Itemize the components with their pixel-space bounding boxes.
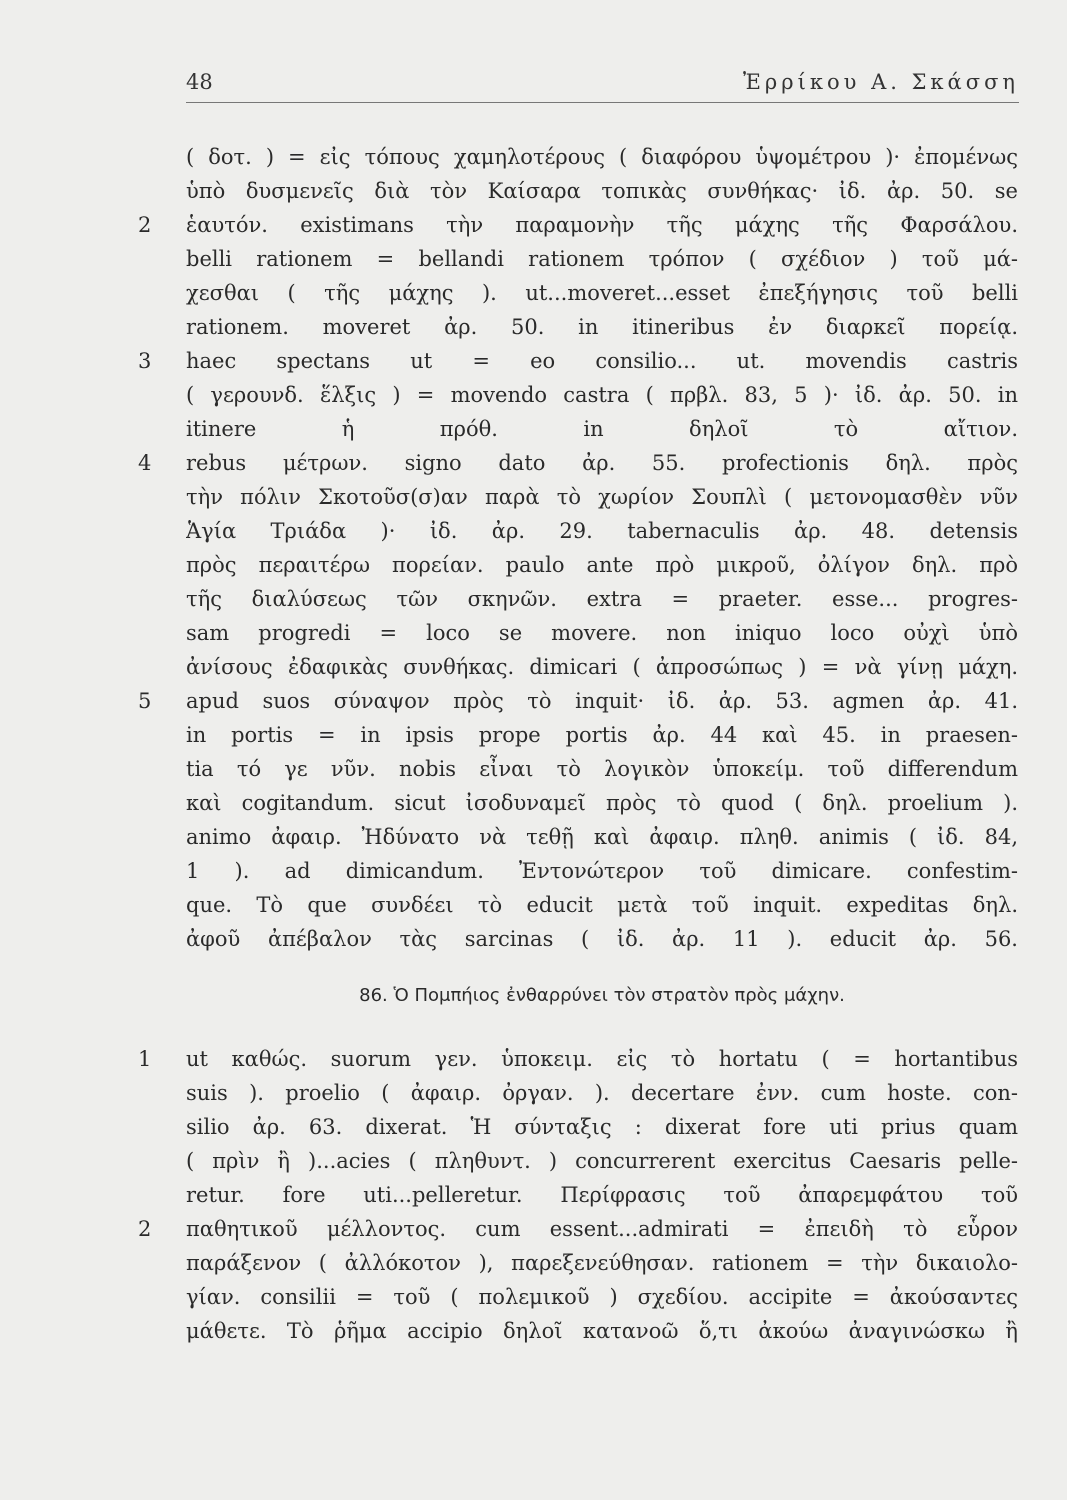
line-text: 1 ). ad dimicandum. Ἐντονώτερον τοῦ dimicare. confestim-	[186, 859, 1018, 883]
line-number: 5	[138, 689, 152, 713]
page-number: 48	[186, 70, 213, 94]
line-text: tia τό γε νῦν. nobis εἶναι τὸ λογικὸν ὑποκείμ. τοῦ differendum	[186, 757, 1018, 781]
line-text: ( πρὶν ἢ )...acies ( πληθυντ. ) concurrerent exercitus Caesaris pelle-	[186, 1149, 1018, 1173]
text-line	[138, 752, 1018, 786]
commentary-section-85	[138, 140, 1018, 956]
line-text: ἀνίσους ἐδαφικὰς συνθήκας. dimicari ( ἀπροσώπως ) = νὰ γίνῃ μάχη.	[186, 655, 1018, 679]
text-line	[138, 854, 1018, 888]
text-line	[138, 174, 1018, 208]
text-line	[138, 820, 1018, 854]
line-text: in portis = in ipsis prope portis ἀρ. 44 καὶ 45. in praesen-	[186, 723, 1018, 747]
text-line	[138, 684, 1018, 718]
text-line	[138, 1212, 1018, 1246]
line-number: 2	[138, 1217, 152, 1241]
line-text: παράξενον ( ἀλλόκοτον ), παρεξενεύθησαν. rationem = τὴν δικαιολο-	[186, 1251, 1018, 1275]
line-text: μάθετε. Τὸ ῥῆμα accipio δηλοῖ κατανοῶ ὅ,τι ἀκούω ἀναγινώσκω ἢ	[186, 1319, 1018, 1343]
text-line	[138, 922, 1018, 956]
section-title: 86. Ὁ Πομπήιος ἐνθαρρύνει τὸν στρατὸν πρὸς μάχην.	[359, 985, 845, 1006]
text-line	[138, 582, 1018, 616]
page-body	[138, 140, 1018, 1348]
line-text: belli rationem = bellandi rationem τρόπον ( σχέδιον ) τοῦ μά-	[186, 247, 1018, 271]
line-text: Ἁγία Τριάδα )· ἰδ. ἀρ. 29. tabernaculis ἀρ. 48. detensis	[186, 519, 1018, 543]
text-line	[138, 446, 1018, 480]
text-line	[138, 718, 1018, 752]
text-line	[138, 310, 1018, 344]
line-text: τὴν πόλιν Σκοτοῦσ(σ)αν παρὰ τὸ χωρίον Σουπλὶ ( μετονομασθὲν νῦν	[186, 485, 1018, 509]
line-text: καὶ cogitandum. sicut ἰσοδυναμεῖ πρὸς τὸ quod ( δηλ. proelium ).	[186, 791, 1018, 815]
line-text: ἀφοῦ ἀπέβαλον τὰς sarcinas ( ἰδ. ἀρ. 11 ). educit ἀρ. 56.	[186, 927, 1018, 951]
line-number: 4	[138, 451, 152, 475]
line-text: haec spectans ut = eo consilio... ut. movendis castris	[186, 349, 1018, 373]
line-text: itinere ἡ πρόθ. in δηλοῖ τὸ αἴτιον.	[186, 417, 1018, 441]
line-text: χεσθαι ( τῆς μάχης ). ut...moveret...esset ἐπεξήγησις τοῦ belli	[186, 281, 1018, 305]
line-text: πρὸς περαιτέρω πορείαν. paulo ante πρὸ μικροῦ, ὀλίγον δηλ. πρὸ	[186, 553, 1018, 577]
line-text: ut καθώς. suorum γεν. ὑποκειμ. εἰς τὸ hortatu ( = hortantibus	[186, 1047, 1018, 1071]
text-line	[138, 378, 1018, 412]
line-text: sam progredi = loco se movere. non iniquo loco οὐχὶ ὑπὸ	[186, 621, 1018, 645]
text-line	[138, 1076, 1018, 1110]
text-line	[138, 616, 1018, 650]
text-line	[138, 480, 1018, 514]
text-line	[138, 344, 1018, 378]
line-number: 1	[138, 1047, 152, 1071]
text-line	[138, 276, 1018, 310]
line-text: ( γερουνδ. ἕλξις ) = movendo castra ( πρβλ. 83, 5 )· ἰδ. ἀρ. 50. in	[186, 383, 1018, 407]
text-line	[138, 1144, 1018, 1178]
line-text: γίαν. consilii = τοῦ ( πολεμικοῦ ) σχεδίου. accipite = ἀκούσαντες	[186, 1285, 1018, 1309]
text-line	[138, 1246, 1018, 1280]
running-head: Ἐρρίκου Α. Σκάσση	[743, 70, 1019, 94]
text-line	[138, 514, 1018, 548]
text-line	[138, 888, 1018, 922]
text-line	[138, 242, 1018, 276]
text-line	[138, 1280, 1018, 1314]
text-line	[138, 1110, 1018, 1144]
line-text: que. Τὸ que συνδέει τὸ educit μετὰ τοῦ inquit. expeditas δηλ.	[186, 893, 1018, 917]
line-text: rebus μέτρων. signo dato ἀρ. 55. profectionis δηλ. πρὸς	[186, 451, 1018, 475]
text-line	[138, 1314, 1018, 1348]
text-line	[138, 786, 1018, 820]
line-text: ( δοτ. ) = εἰς τόπους χαμηλοτέρους ( διαφόρου ὑψομέτρου )· ἐπομένως	[186, 145, 1018, 169]
line-text: παθητικοῦ μέλλοντος. cum essent...admirati = ἐπειδὴ τὸ εὗρον	[186, 1217, 1018, 1241]
line-text: apud suos σύναψον πρὸς τὸ inquit· ἰδ. ἀρ. 53. agmen ἀρ. 41.	[186, 689, 1018, 713]
text-line	[138, 208, 1018, 242]
line-text: rationem. moveret ἀρ. 50. in itineribus ἐν διαρκεῖ πορείᾳ.	[186, 315, 1018, 339]
line-text: silio ἀρ. 63. dixerat. Ἡ σύνταξις : dixerat fore uti prius quam	[186, 1115, 1018, 1139]
line-text: retur. fore uti...pelleretur. Περίφρασις τοῦ ἀπαρεμφάτου τοῦ	[186, 1183, 1018, 1207]
text-line	[138, 650, 1018, 684]
line-number: 3	[138, 349, 152, 373]
line-text: ὑπὸ δυσμενεῖς διὰ τὸν Καίσαρα τοπικὰς συνθήκας· ἰδ. ἀρ. 50. se	[186, 179, 1018, 203]
line-number: 2	[138, 213, 152, 237]
line-text: τῆς διαλύσεως τῶν σκηνῶν. extra = praeter. esse... progres-	[186, 587, 1018, 611]
text-line	[138, 412, 1018, 446]
text-line	[138, 1178, 1018, 1212]
text-line	[138, 1042, 1018, 1076]
text-line	[138, 140, 1018, 174]
commentary-section-86	[138, 1042, 1018, 1348]
line-text: suis ). proelio ( ἀφαιρ. ὀργαν. ). decertare ἐνν. cum hoste. con-	[186, 1081, 1018, 1105]
page-header	[186, 62, 1019, 103]
text-line	[138, 548, 1018, 582]
line-text: animo ἀφαιρ. Ἠδύνατο νὰ τεθῇ καὶ ἀφαιρ. πληθ. animis ( ἰδ. 84,	[186, 825, 1018, 849]
line-text: ἑαυτόν. existimans τὴν παραμονὴν τῆς μάχης τῆς Φαρσάλου.	[186, 213, 1018, 237]
